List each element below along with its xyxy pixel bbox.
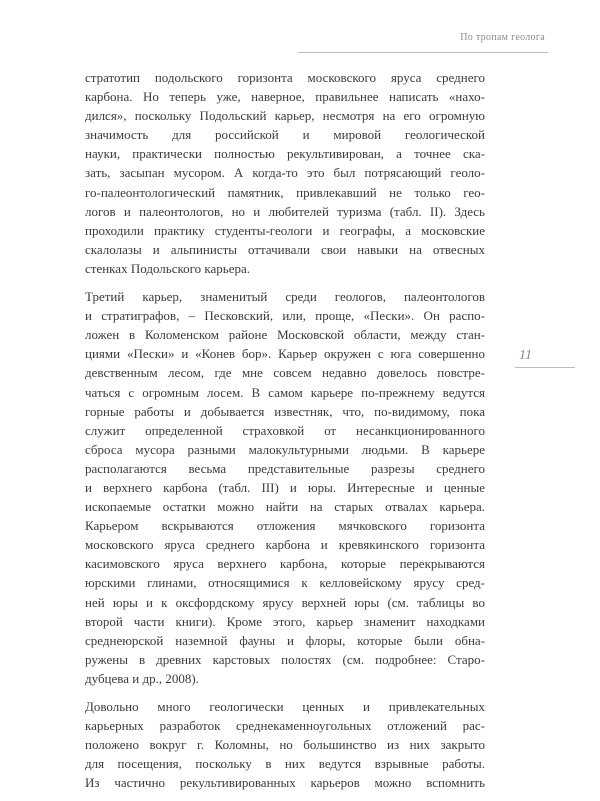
text-line: стратотип подольского горизонта московского яруса среднего <box>85 70 485 85</box>
text-line: дился», поскольку Подольский карьер, несмотря на его огромную <box>85 108 485 124</box>
text-line: положено вокруг г. Коломны, но большинство из них закрыто <box>85 737 485 753</box>
text-line: московского яруса среднего карбона и кревякинского горизонта <box>85 537 485 553</box>
text-line: Из частично рекультивированных карьеров можно вспомнить <box>85 775 485 791</box>
paragraph <box>85 68 485 278</box>
text-line: девственным лесом, где мне совсем недавно довелось повстре- <box>85 365 485 381</box>
text-line: горные работы и добывается известняк, что, по-видимому, пока <box>85 403 485 419</box>
page-number: 11 <box>519 348 532 363</box>
text-line: карбона. Но теперь уже, наверное, правильнее написать «нахо- <box>85 89 485 105</box>
text-line: дубцева и др., 2008). <box>85 670 199 686</box>
text-line: служит определенной страховкой от несанкционированного <box>85 422 485 438</box>
text-line: второй части книги). Кроме этого, карьер знаменит находками <box>85 613 485 629</box>
text-line: Третий карьер, знаменитый среди геологов, палеонтологов <box>85 289 485 305</box>
text-line: ружены в древних карстовых полостях (см. подробнее: Старо- <box>85 651 485 667</box>
text-line: чаться с огромным лосем. В самом карьере по-прежнему ведутся <box>85 384 485 400</box>
text-line: значимость для российской и мировой геологической <box>85 127 485 143</box>
paragraph <box>85 287 485 688</box>
body-text <box>85 68 485 801</box>
text-line: ложен в Коломенском районе Московской области, между стан- <box>85 327 485 343</box>
text-line: сброса мусора разными малокультурными людьми. В карьере <box>85 441 485 457</box>
text-line: юрскими глинами, относящимися к келловейскому ярусу сред- <box>85 575 485 591</box>
header-rule <box>298 52 548 53</box>
running-header: По тропам геолога <box>460 32 545 43</box>
text-line: Карьером вскрываются отложения мячковского горизонта <box>85 518 485 534</box>
text-line: зать, засыпан мусором. А когда-то это был потрясающий геоло- <box>85 165 485 181</box>
text-line: ископаемые остатки можно найти на старых отвалах карьера. <box>85 499 485 515</box>
text-line: стенках Подольского карьера. <box>85 260 250 276</box>
text-line: среднеюрской наземной фауны и флоры, которые были обна- <box>85 632 485 648</box>
paragraph <box>85 697 485 792</box>
text-line: располагаются весьма представительные разрезы среднего <box>85 460 485 476</box>
text-line: касимовского яруса верхнего карбона, которые перекрываются <box>85 556 485 572</box>
text-line: науки, практически полностью рекультивирован, а точнее ска- <box>85 146 485 162</box>
text-line: Довольно много геологически ценных и привлекательных <box>85 699 485 714</box>
page-number-rule <box>515 367 575 368</box>
text-line: и верхнего карбона (табл. III) и юры. Интересные и ценные <box>85 479 485 495</box>
text-line: ней юры и к оксфордскому ярусу верхней юры (см. таблицы во <box>85 594 485 610</box>
page-number-marker <box>515 348 575 368</box>
text-line: скалолазы и альпинисты оттачивали свои навыки на отвесных <box>85 241 485 257</box>
text-line: и стратиграфов, – Песковский, или, проще, «Пески». Он распо- <box>85 308 485 324</box>
text-line: циями «Пески» и «Конев бор». Карьер окружен с юга совершенно <box>85 346 485 362</box>
text-line: логов и палеонтологов, но и любителей туризма (табл. II). Здесь <box>85 203 485 219</box>
text-line: проходили практику студенты-геологи и географы, а московские <box>85 222 485 238</box>
text-line: го-палеонтологический памятник, привлекавший не только гео- <box>85 184 485 200</box>
text-line: карьерных разработок среднекаменноугольных отложений рас- <box>85 718 485 734</box>
text-line: для посещения, поскольку в них ведутся взрывные работы. <box>85 756 485 772</box>
